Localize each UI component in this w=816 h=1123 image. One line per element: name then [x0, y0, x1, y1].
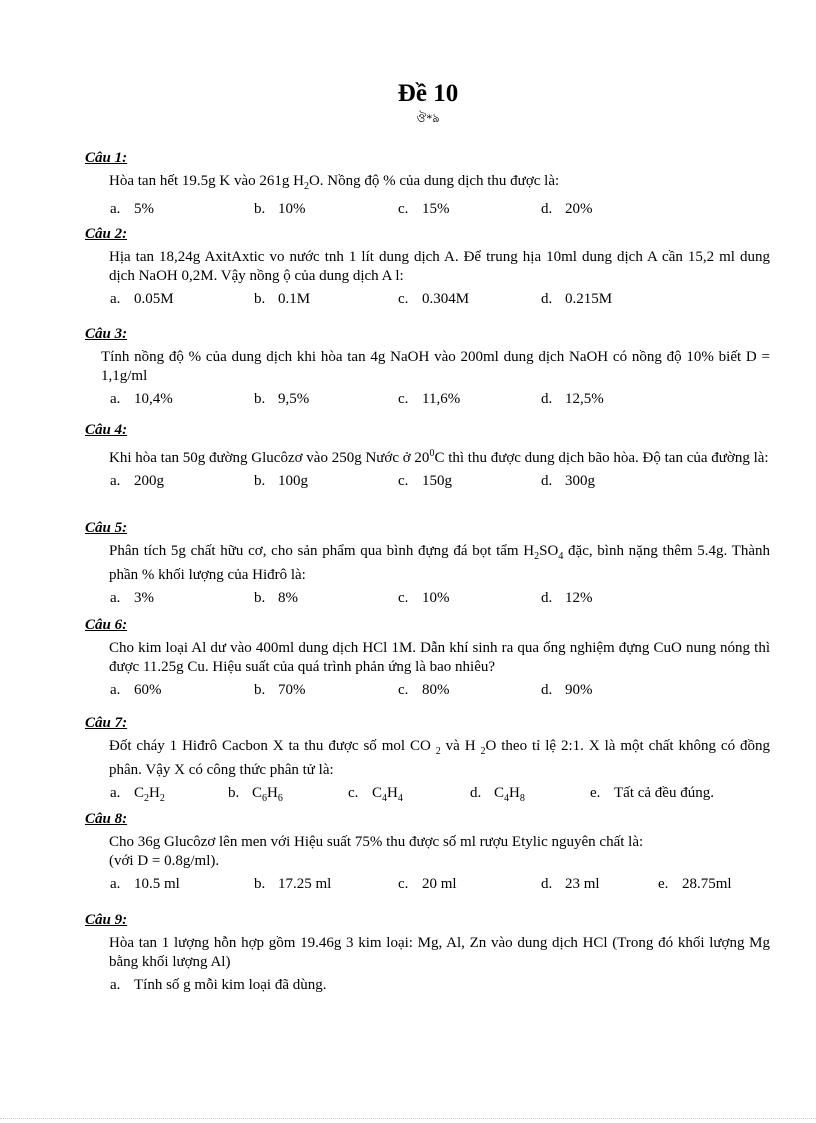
- option-text: 70%: [278, 682, 306, 698]
- option-letter: a.: [110, 590, 121, 606]
- answer-option: [110, 785, 165, 804]
- option-letter: a.: [110, 291, 121, 307]
- page-footer-line: [0, 1118, 816, 1119]
- answer-options: [85, 473, 770, 493]
- answer-option: [541, 391, 604, 408]
- option-letter: a.: [110, 682, 121, 698]
- question-6: [85, 617, 770, 702]
- question-2: [85, 226, 770, 311]
- option-text: Tất cả đều đúng.: [614, 785, 714, 801]
- option-text: 150g: [422, 473, 452, 489]
- option-text: 10%: [278, 201, 306, 217]
- option-text: 200g: [134, 473, 164, 489]
- question-5: [85, 520, 770, 610]
- option-letter: b.: [254, 473, 266, 489]
- question-header: Câu 3:: [85, 326, 128, 342]
- option-letter: a.: [110, 391, 121, 407]
- option-text: 10,4%: [134, 391, 173, 407]
- option-letter: b.: [254, 391, 266, 407]
- question-header: Câu 4:: [85, 422, 128, 438]
- answer-options: [85, 590, 770, 610]
- option-text: $C_4H_4$: [372, 785, 403, 804]
- question-header: Câu 6:: [85, 617, 128, 633]
- option-letter: c.: [398, 391, 409, 407]
- option-text: 80%: [422, 682, 450, 698]
- question-header: Câu 1:: [85, 150, 128, 166]
- answer-option: [254, 473, 308, 490]
- question-8: [85, 811, 770, 896]
- option-letter: b.: [228, 785, 240, 801]
- question-header: Câu 5:: [85, 520, 128, 536]
- option-text: 3%: [134, 590, 154, 606]
- answer-option: [254, 590, 298, 607]
- question-3: [85, 326, 770, 411]
- answer-option: [541, 473, 595, 490]
- answer-option: [110, 473, 164, 490]
- option-letter: d.: [541, 473, 553, 489]
- option-text: 0.304M: [422, 291, 470, 307]
- option-letter: d.: [541, 291, 553, 307]
- option-text: 20%: [565, 201, 593, 217]
- question-stem: Cho kim loại Al dư vào 400ml dung dịch HCl 1M. Dẫn khí sinh ra qua ống nghiệm đựng CuO nung nóng thì được 11.25g Cu. Hiệu suất của quá trình phản ứng là bao nhiêu?: [109, 640, 770, 675]
- option-text: 10.5 ml: [134, 876, 180, 892]
- answer-option: [658, 876, 732, 893]
- answer-options: [85, 682, 770, 702]
- option-text: $C_4H_8$: [494, 785, 525, 804]
- option-letter: e.: [590, 785, 601, 801]
- answer-option: [254, 291, 310, 308]
- option-text: 10%: [422, 590, 450, 606]
- answer-option: [398, 876, 457, 893]
- option-text: $C_6H_6$: [252, 785, 283, 804]
- answer-options: [85, 876, 770, 896]
- option-text: 100g: [278, 473, 308, 489]
- option-letter: b.: [254, 201, 266, 217]
- question-stem: Hịa tan 18,24g AxitAxtic vo nước tnh 1 lít dung dịch A. Để trung hịa 10ml dung dịch A cần 15,2 ml dung dịch NaOH 0,2M. Vậy nồng ộ của dung dịch A l:: [109, 249, 770, 284]
- option-letter: d.: [470, 785, 482, 801]
- question-header: Câu 7:: [85, 715, 128, 731]
- question-1: [85, 150, 770, 221]
- option-text: 5%: [134, 201, 154, 217]
- option-letter: b.: [254, 291, 266, 307]
- option-text: 300g: [565, 473, 595, 489]
- answer-options: [85, 291, 770, 311]
- option-letter: c.: [348, 785, 359, 801]
- answer-option: [228, 785, 283, 804]
- option-letter: b.: [254, 590, 266, 606]
- answer-option: [110, 590, 154, 607]
- option-letter: e.: [658, 876, 669, 892]
- answer-option: [470, 785, 525, 804]
- option-letter: d.: [541, 876, 553, 892]
- answer-option: [541, 291, 612, 308]
- question-4: [85, 422, 770, 493]
- option-text: 11,6%: [422, 391, 461, 407]
- option-text: 9,5%: [278, 391, 310, 407]
- option-text: 90%: [565, 682, 593, 698]
- option-letter: c.: [398, 291, 409, 307]
- answer-option: [254, 391, 309, 408]
- option-text: 12,5%: [565, 391, 604, 407]
- option-letter: a.: [110, 201, 121, 217]
- answer-option: [110, 201, 154, 218]
- answer-option: [110, 291, 174, 308]
- question-header: Câu 2:: [85, 226, 128, 242]
- option-letter: c.: [398, 876, 409, 892]
- answer-option: [541, 590, 593, 607]
- option-text: 23 ml: [565, 876, 600, 892]
- answer-option: [398, 473, 452, 490]
- answer-option: [541, 682, 593, 699]
- answer-option: [398, 391, 460, 408]
- answer-option: [348, 785, 403, 804]
- answer-option: [254, 876, 331, 893]
- option-letter: c.: [398, 201, 409, 217]
- option-letter: d.: [541, 590, 553, 606]
- option-text: 17.25 ml: [278, 876, 332, 892]
- option-letter: b.: [254, 876, 266, 892]
- answer-option: [398, 682, 450, 699]
- option-letter: c.: [398, 590, 409, 606]
- answer-option: [398, 201, 450, 218]
- answer-option: [541, 201, 593, 218]
- answer-options: [85, 391, 770, 411]
- option-letter: c.: [398, 473, 409, 489]
- answer-options: [85, 785, 770, 805]
- answer-options: [85, 977, 770, 997]
- option-text: 0.215M: [565, 291, 613, 307]
- page-title: Đề 10: [397, 80, 459, 107]
- option-text: 20 ml: [422, 876, 457, 892]
- option-text: 28.75ml: [682, 876, 732, 892]
- question-stem: Đốt cháy 1 Hiđrô Cacbon X ta thu được số mol CO $_2$ và H $_2$O theo tỉ lệ 2:1. X là một chất không có đồng phân. Vậy X có công thức phân tử là:: [109, 738, 770, 778]
- question-stem: Phân tích 5g chất hữu cơ, cho sản phẩm qua bình đựng đá bọt tẩm $H_2SO_4$ đặc, bình nặng thêm 5.4g. Thành phần % khối lượng của Hiđrô là:: [109, 543, 771, 583]
- question-stem: Khi hòa tan 50g đường Glucôzơ vào 250g Nước ở $20^0C$ thì thu được dung dịch bão hòa. Độ tan của đường là:: [109, 448, 769, 466]
- option-text: $C_2H_2$: [134, 785, 165, 804]
- title-ornament: ঔ*ঌ: [416, 111, 440, 125]
- question-stem: Cho 36g Glucôzơ lên men với Hiệu suất 75% thu được số ml rượu Etylic nguyên chất là: (với D = 0.8g/ml).: [109, 834, 644, 869]
- option-text: 0.1M: [278, 291, 311, 307]
- question-header: Câu 9:: [85, 912, 128, 928]
- question-stem: Hòa tan 1 lượng hỗn hợp gồm 19.46g 3 kim loại: Mg, Al, Zn vào dung dịch HCl (Trong đó khối lượng Mg bằng khối lượng Al): [109, 935, 770, 970]
- option-letter: a.: [110, 977, 121, 993]
- answer-option: [254, 682, 306, 699]
- answer-option: [110, 876, 180, 893]
- question-stem: Tính nồng độ % của dung dịch khi hòa tan 4g NaOH vào 200ml dung dịch NaOH có nồng độ 10% biết D = 1,1g/ml: [101, 349, 770, 384]
- option-letter: d.: [541, 201, 553, 217]
- option-text: 15%: [422, 201, 450, 217]
- option-text: 12%: [565, 590, 593, 606]
- question-stem: Hòa tan hết 19.5g K vào 261g $H_2O$. Nồng độ % của dung dịch thu được là:: [109, 173, 560, 192]
- option-text: Tính số g mỗi kim loại đã dùng.: [134, 977, 327, 993]
- answer-options: [85, 201, 770, 221]
- answer-option: [110, 977, 327, 994]
- option-letter: c.: [398, 682, 409, 698]
- answer-option: [398, 590, 450, 607]
- option-letter: a.: [110, 785, 121, 801]
- answer-option: [254, 201, 306, 218]
- option-letter: a.: [110, 473, 121, 489]
- option-text: 0.05M: [134, 291, 174, 307]
- option-letter: d.: [541, 391, 553, 407]
- option-letter: a.: [110, 876, 121, 892]
- answer-option: [110, 682, 162, 699]
- answer-option: [590, 785, 714, 802]
- option-text: 60%: [134, 682, 162, 698]
- question-9: [85, 912, 770, 997]
- option-text: 8%: [278, 590, 298, 606]
- question-header: Câu 8:: [85, 811, 128, 827]
- answer-option: [398, 291, 469, 308]
- option-letter: d.: [541, 682, 553, 698]
- question-7: [85, 715, 770, 805]
- answer-option: [110, 391, 173, 408]
- option-letter: b.: [254, 682, 266, 698]
- answer-option: [541, 876, 600, 893]
